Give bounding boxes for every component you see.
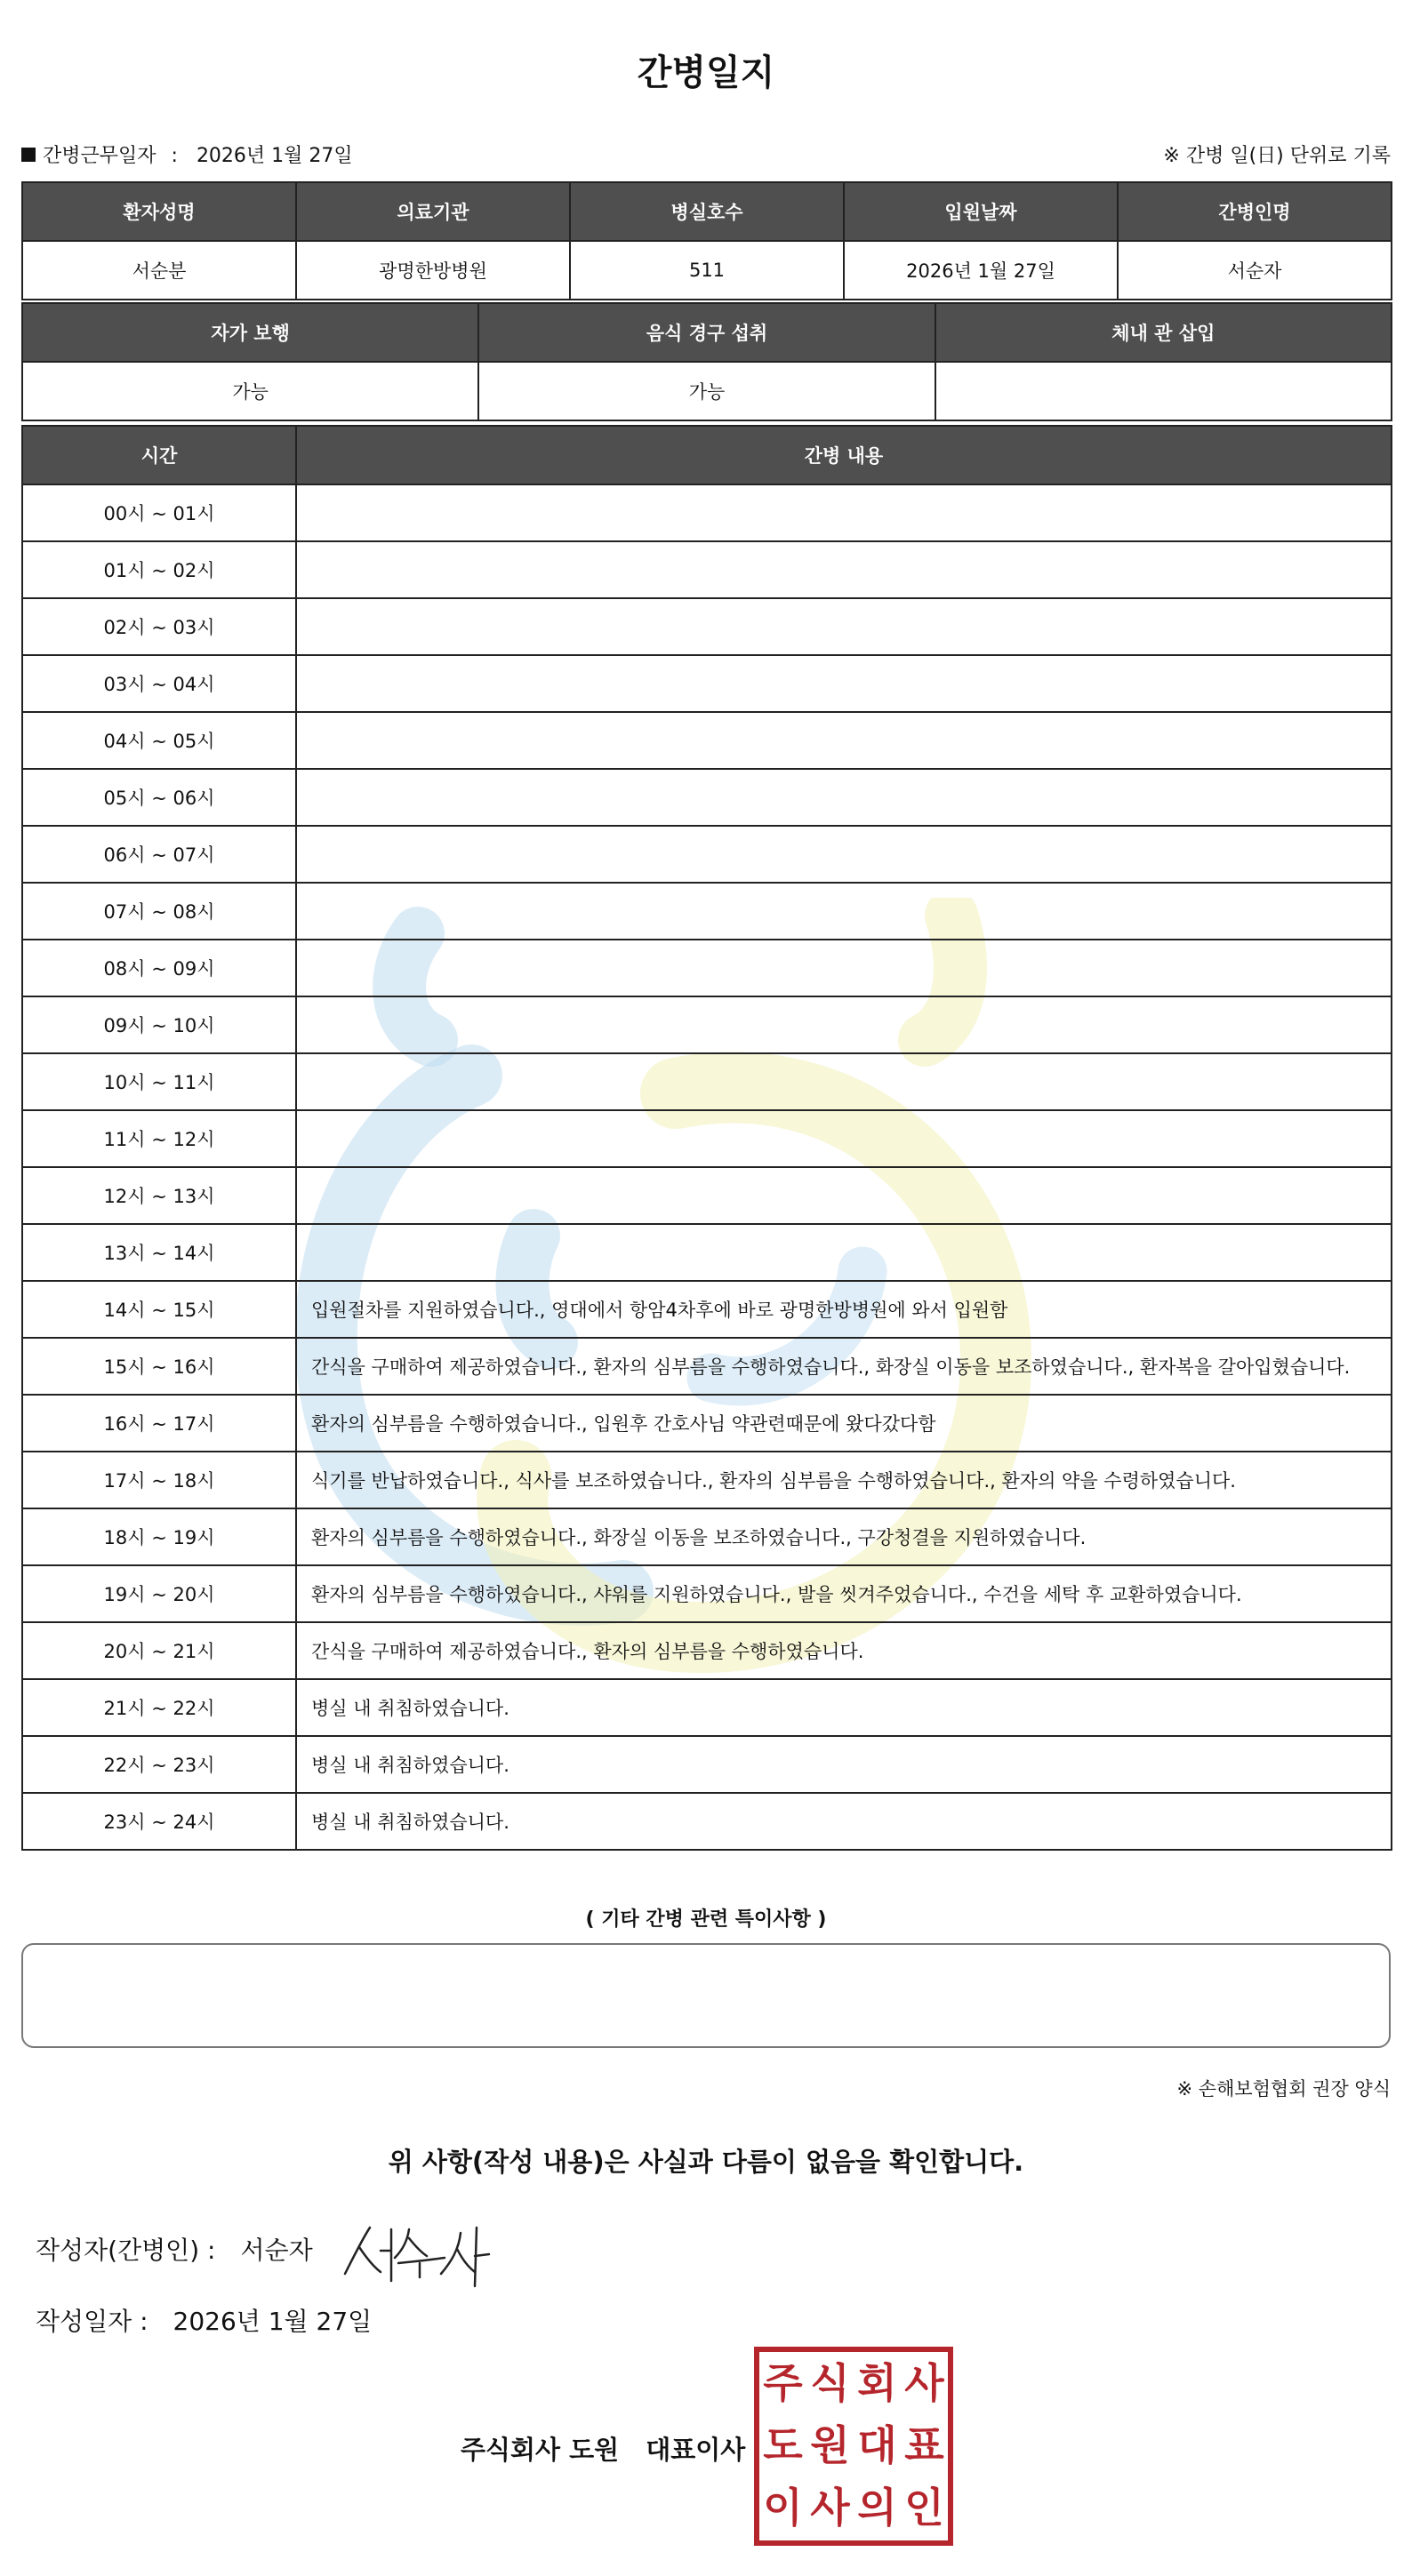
author-name: 서순자 <box>240 2236 313 2265</box>
care-content: 입원절차를 지원하였습니다., 영대에서 항암4차후에 바로 광명한방병원에 와서 입원함 <box>296 1281 1392 1338</box>
author-line <box>36 2231 313 2267</box>
written-date-value: 2026년 1월 27일 <box>172 2307 373 2336</box>
work-date-label: 간병근무일자 <box>43 145 156 167</box>
care-log-row <box>22 940 1392 996</box>
header-hospital: 의료기관 <box>296 182 570 241</box>
company-line <box>461 2430 745 2467</box>
care-log-row <box>22 1793 1392 1850</box>
status-header-row <box>22 303 1392 362</box>
time-slot: 04시 ~ 05시 <box>22 712 296 769</box>
time-slot: 15시 ~ 16시 <box>22 1338 296 1395</box>
time-slot: 21시 ~ 22시 <box>22 1679 296 1736</box>
care-content <box>296 996 1392 1053</box>
patient-status-table <box>21 302 1392 421</box>
seal-character: 인 <box>904 2484 944 2532</box>
seal-row-2 <box>759 2414 948 2476</box>
care-log-row <box>22 1736 1392 1793</box>
header-caregiver-name: 간병인명 <box>1118 182 1392 241</box>
care-content: 병실 내 취침하였습니다. <box>296 1793 1392 1850</box>
caregiver-name-value: 서순자 <box>1118 241 1392 300</box>
care-log-row <box>22 769 1392 826</box>
care-log-row <box>22 1110 1392 1167</box>
seal-character: 주 <box>763 2359 803 2407</box>
seal-character: 이 <box>763 2484 803 2532</box>
care-log-row <box>22 655 1392 712</box>
author-label: 작성자(간병인) : <box>36 2236 216 2265</box>
header-self-walking: 자가 보행 <box>22 303 478 362</box>
care-log-row <box>22 1281 1392 1338</box>
footer-note: ※ 손해보험협회 권장 양식 <box>1176 2078 1391 2100</box>
header-room-number: 병실호수 <box>570 182 844 241</box>
seal-character: 원 <box>810 2421 850 2469</box>
patient-info-value-row <box>22 241 1392 300</box>
time-slot: 22시 ~ 23시 <box>22 1736 296 1793</box>
work-date-line <box>21 140 353 168</box>
care-content <box>296 1167 1392 1224</box>
care-log-row <box>22 1452 1392 1508</box>
time-slot: 03시 ~ 04시 <box>22 655 296 712</box>
patient-name-value: 서순분 <box>22 241 296 300</box>
time-slot: 02시 ~ 03시 <box>22 598 296 655</box>
care-content: 환자의 심부름을 수행하였습니다., 샤워를 지원하였습니다., 발을 씻겨주었습니다., 수건을 세탁 후 교환하였습니다. <box>296 1565 1392 1622</box>
care-log-row <box>22 484 1392 541</box>
care-content <box>296 712 1392 769</box>
seal-character: 도 <box>763 2421 803 2469</box>
time-slot: 13시 ~ 14시 <box>22 1224 296 1281</box>
seal-character: 표 <box>904 2421 944 2469</box>
care-content <box>296 940 1392 996</box>
company-ceo-title: 대표이사 <box>646 2435 746 2465</box>
seal-row-1 <box>759 2352 948 2414</box>
care-log-row <box>22 541 1392 598</box>
care-log-row <box>22 1167 1392 1224</box>
patient-info-table <box>21 181 1392 300</box>
time-slot: 09시 ~ 10시 <box>22 996 296 1053</box>
admission-date-value: 2026년 1월 27일 <box>844 241 1118 300</box>
care-log-row <box>22 1622 1392 1679</box>
time-slot: 12시 ~ 13시 <box>22 1167 296 1224</box>
patient-info-header-row <box>22 182 1392 241</box>
care-content: 병실 내 취침하였습니다. <box>296 1736 1392 1793</box>
time-slot: 20시 ~ 21시 <box>22 1622 296 1679</box>
time-slot: 05시 ~ 06시 <box>22 769 296 826</box>
care-log-row <box>22 1679 1392 1736</box>
care-log-row <box>22 1053 1392 1110</box>
care-content <box>296 883 1392 940</box>
header-care-content: 간병 내용 <box>296 426 1392 484</box>
care-log-row <box>22 996 1392 1053</box>
notes-box <box>21 1943 1391 2048</box>
header-oral-intake: 음식 경구 섭취 <box>478 303 935 362</box>
seal-character: 대 <box>857 2421 897 2469</box>
time-slot: 08시 ~ 09시 <box>22 940 296 996</box>
care-log-row <box>22 826 1392 883</box>
care-log-row <box>22 1224 1392 1281</box>
care-content: 병실 내 취침하였습니다. <box>296 1679 1392 1736</box>
company-name: 주식회사 도원 <box>461 2435 620 2465</box>
care-content: 환자의 심부름을 수행하였습니다., 입원후 간호사님 약관련때문에 왔다갔다함 <box>296 1395 1392 1452</box>
care-content <box>296 1224 1392 1281</box>
confirmation-statement: 위 사항(작성 내용)은 사실과 다름이 없음을 확인합니다. <box>388 2147 1024 2177</box>
care-content <box>296 826 1392 883</box>
care-content <box>296 1110 1392 1167</box>
seal-row-3 <box>759 2476 948 2539</box>
square-bullet-icon <box>21 148 36 162</box>
care-content <box>296 598 1392 655</box>
header-tube-insertion: 체내 관 삽입 <box>935 303 1392 362</box>
care-log-row <box>22 1508 1392 1565</box>
time-slot: 00시 ~ 01시 <box>22 484 296 541</box>
care-content: 식기를 반납하였습니다., 식사를 보조하였습니다., 환자의 심부름을 수행하였습니다., 환자의 약을 수령하였습니다. <box>296 1452 1392 1508</box>
time-slot: 14시 ~ 15시 <box>22 1281 296 1338</box>
care-log-row <box>22 1565 1392 1622</box>
tube-insertion-value <box>935 362 1392 420</box>
company-seal <box>754 2347 953 2546</box>
time-slot: 17시 ~ 18시 <box>22 1452 296 1508</box>
seal-character: 사 <box>810 2484 850 2532</box>
time-slot: 07시 ~ 08시 <box>22 883 296 940</box>
care-content <box>296 769 1392 826</box>
oral-intake-value: 가능 <box>478 362 935 420</box>
time-slot: 06시 ~ 07시 <box>22 826 296 883</box>
care-log-row <box>22 883 1392 940</box>
seal-character: 식 <box>810 2359 850 2407</box>
written-date-label: 작성일자 : <box>36 2307 148 2336</box>
document-title: 간병일지 <box>637 52 775 93</box>
written-date-line <box>36 2302 372 2338</box>
care-log-table <box>21 425 1392 1851</box>
care-content <box>296 655 1392 712</box>
work-date-value: 2026년 1월 27일 <box>196 145 353 167</box>
time-slot: 10시 ~ 11시 <box>22 1053 296 1110</box>
room-number-value: 511 <box>570 241 844 300</box>
time-slot: 23시 ~ 24시 <box>22 1793 296 1850</box>
care-log-row <box>22 712 1392 769</box>
care-log-row <box>22 1338 1392 1395</box>
time-slot: 01시 ~ 02시 <box>22 541 296 598</box>
time-slot: 16시 ~ 17시 <box>22 1395 296 1452</box>
notes-title: ( 기타 간병 관련 특이사항 ) <box>585 1908 827 1931</box>
time-slot: 19시 ~ 20시 <box>22 1565 296 1622</box>
header-patient-name: 환자성명 <box>22 182 296 241</box>
time-slot: 11시 ~ 12시 <box>22 1110 296 1167</box>
time-slot: 18시 ~ 19시 <box>22 1508 296 1565</box>
care-log-row <box>22 1395 1392 1452</box>
hospital-value: 광명한방병원 <box>296 241 570 300</box>
care-content: 간식을 구매하여 제공하였습니다., 환자의 심부름을 수행하였습니다., 화장실 이동을 보조하였습니다., 환자복을 갈아입혔습니다. <box>296 1338 1392 1395</box>
handwritten-signature <box>327 2212 496 2292</box>
header-admission-date: 입원날짜 <box>844 182 1118 241</box>
care-content <box>296 484 1392 541</box>
care-log-row <box>22 598 1392 655</box>
self-walking-value: 가능 <box>22 362 478 420</box>
care-content <box>296 541 1392 598</box>
seal-character: 사 <box>904 2359 944 2407</box>
care-content: 간식을 구매하여 제공하였습니다., 환자의 심부름을 수행하였습니다. <box>296 1622 1392 1679</box>
care-content <box>296 1053 1392 1110</box>
unit-note: ※ 간병 일(日) 단위로 기록 <box>1163 145 1391 167</box>
care-content: 환자의 심부름을 수행하였습니다., 화장실 이동을 보조하였습니다., 구강청결을 지원하였습니다. <box>296 1508 1392 1565</box>
status-value-row <box>22 362 1392 420</box>
care-log-header-row <box>22 426 1392 484</box>
seal-character: 회 <box>857 2359 897 2407</box>
work-date-separator: : <box>171 145 178 167</box>
seal-character: 의 <box>857 2484 897 2532</box>
header-time: 시간 <box>22 426 296 484</box>
